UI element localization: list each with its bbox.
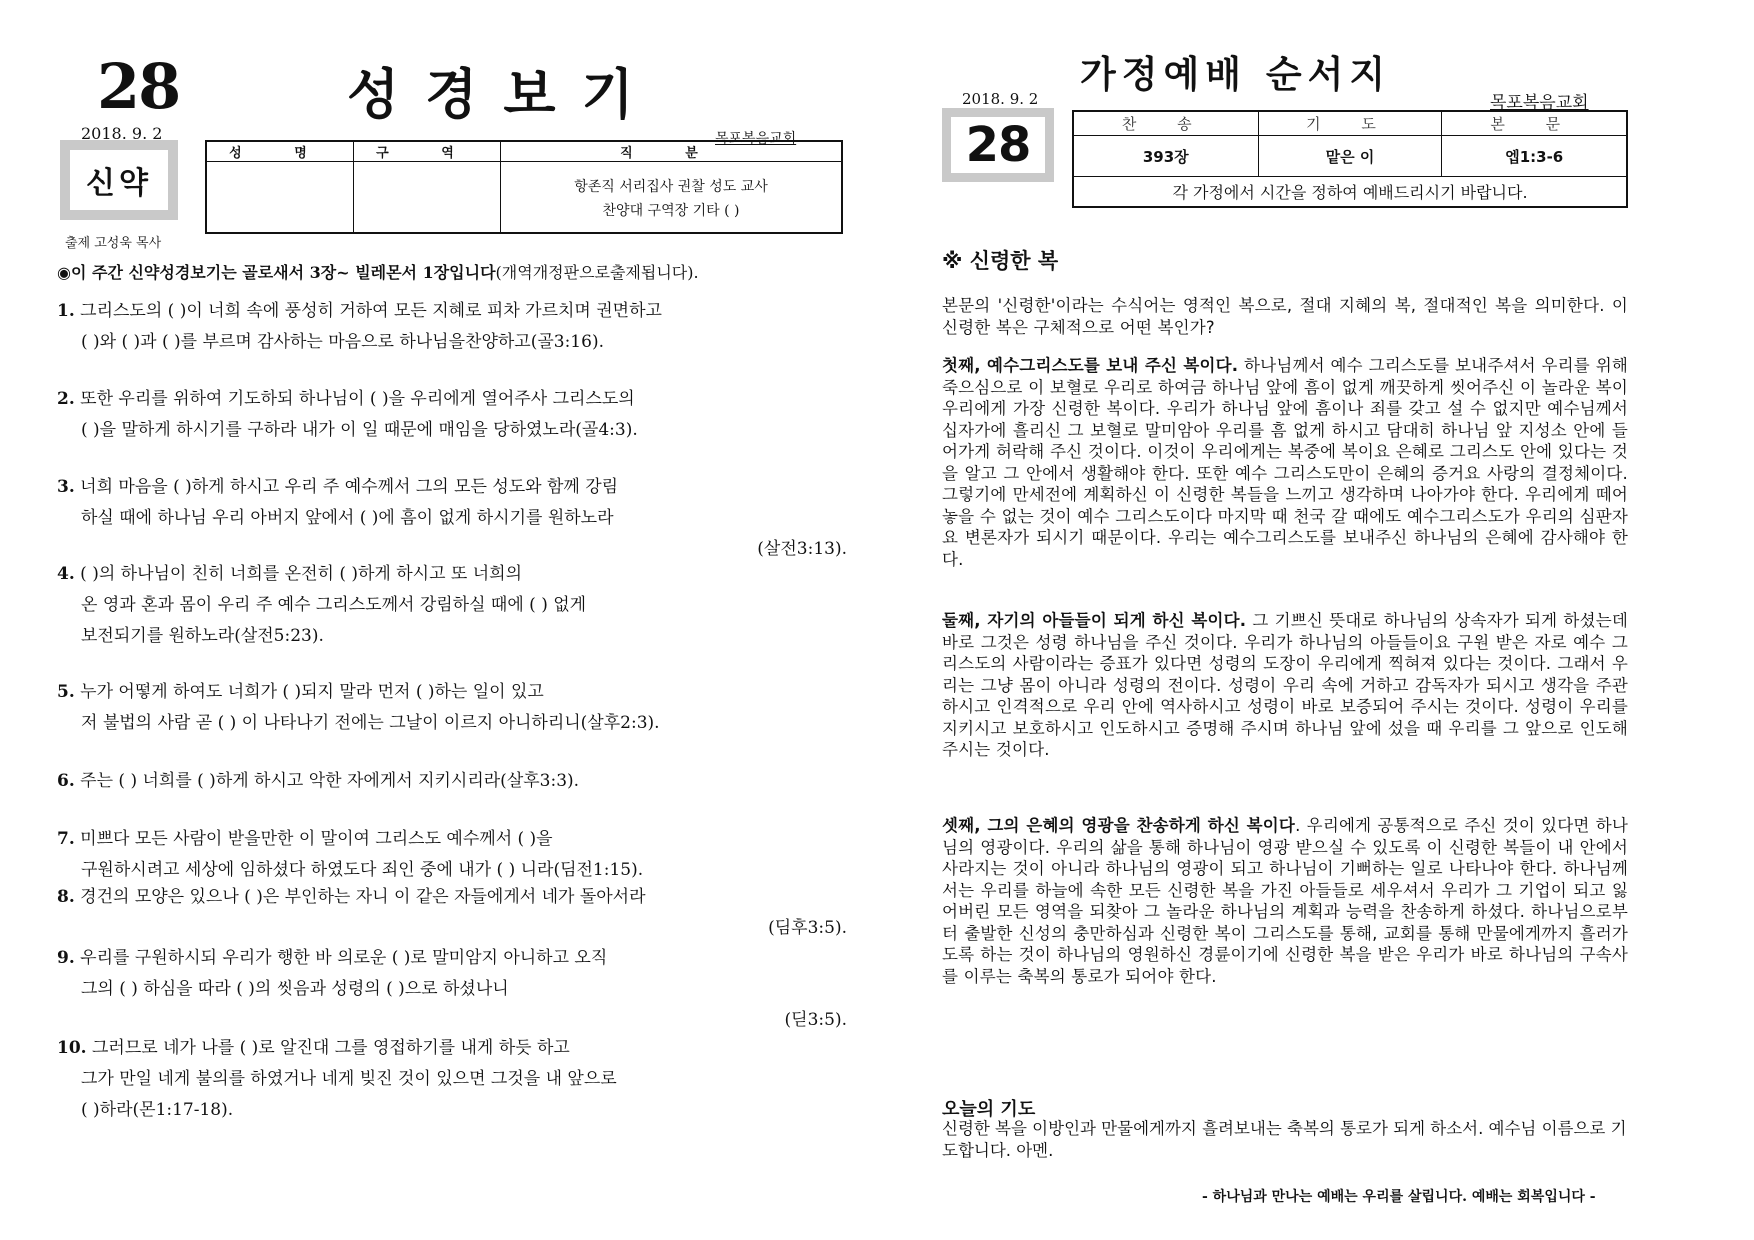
quiz-intro-note: (개역개정판으로출제됩니다). <box>495 263 699 282</box>
question <box>57 677 847 739</box>
question-number: 4. <box>57 564 75 584</box>
section-text: 그 기쁘신 뜻대로 하나님의 상속자가 되게 하셨는데 바로 그것은 성령 하나님을 주신 것이다. 우리가 하나님의 아들들이요 구원 받은 자로 예수 그리스도의 사람이라는 증표가 있다면 성령의 도장이 우리에게 찍혀져 있다는 것이다. 그래서 우리는 그냥 몸이 아니라 성령의 전이다. 성령이 우리 속에 거하고 감독자가 되시고 생각을 주관하시고 인격적으로 우리 안에 역사하시고 성령이 바로 보증되어 주시는 것이다. 성령이 우리를 지키시고 보호하시고 인도하시고 증명해 주시며 하나님 앞에 섰을 때 우리를 그 앞으로 인도해 주시는 것이다. <box>942 611 1628 759</box>
section-heading: 셋째, 그의 은혜의 영광을 찬송하게 하신 복이다 <box>942 816 1296 835</box>
question-number: 3. <box>57 477 75 497</box>
question-text: ( )와 ( )과 ( )를 부르며 감사하는 마음으로 하나님을찬양하고(골3:16). <box>81 332 604 352</box>
question <box>57 1033 847 1126</box>
question-text: 보전되기를 원하노라(살전5:23). <box>81 626 324 646</box>
worship-issue-number: 28 <box>942 108 1054 182</box>
question-reference: (살전3:13). <box>757 539 847 559</box>
question-text: ( )하라(몬1:17-18). <box>81 1100 234 1120</box>
name-header: 성 명 <box>206 141 354 162</box>
question <box>57 384 847 446</box>
question-text: 누가 어떻게 하여도 너희가 ( )되지 말라 먼저 ( )하는 일이 있고 <box>80 682 544 702</box>
quiz-intro-bold: ◉이 주간 신약성경보기는 골로새서 3장~ 빌레몬서 1장입니다 <box>57 263 496 282</box>
section-text: . 우리에게 공통적으로 주신 것이 있다면 하나님의 영광이다. 우리의 삶을 통해 하나님이 영광 받으실 수 있도록 이 신령한 복들이 내 안에서 사라지는 것이 아니라 하나님의 영광이 되고 하나님이 기뻐하는 일로 나타나야 한다. 하나님께서는 우리를 하늘에 속한 모든 신령한 복을 가진 아들들로 세우셔서 우리가 그 기업이 되고 잃어버린 모든 영역을 되찾아 그 놀라운 하나님의 계획과 능력을 찬송하게 하셨다. 하나님으로부터 출발한 신성의 충만하심과 신령한 복이 그리스도를 통해, 교회를 통해 만물에게까지 흘러가도록 하는 것이 하나님의 영원하신 경륜이기에 신령한 복을 받은 우리가 바로 하나님의 구속사를 이루는 축복의 통로가 되어야 한다. <box>942 816 1628 986</box>
prayer-text: 신령한 복을 이방인과 만물에게까지 흘려보내는 축복의 통로가 되게 하소서. 예수님 이름으로 기도합니다. 아멘. <box>942 1119 1627 1160</box>
question-number: 2. <box>57 389 75 409</box>
position-header: 직 분 <box>501 141 843 162</box>
prayer-header: 기 도 <box>1258 111 1442 136</box>
worship-date: 2018. 9. 2 <box>962 90 1039 108</box>
quiz-intro <box>57 260 847 283</box>
question-number: 7. <box>57 829 75 849</box>
member-info-table <box>205 140 843 234</box>
page-title: 성경보기 <box>347 62 660 126</box>
section-heading: 둘째, 자기의 아들들이 되게 하신 복이다. <box>942 611 1247 630</box>
position-options-line1: 항존직 서리집사 권찰 성도 교사 <box>574 179 768 195</box>
question-text: 주는 ( ) 너희를 ( )하게 하시고 악한 자에게서 지키시리라(살후3:3). <box>80 771 580 791</box>
question <box>57 943 847 1036</box>
name-field[interactable] <box>206 162 354 234</box>
author: 출제 고성욱 목사 <box>65 236 162 251</box>
hymn-header: 찬 송 <box>1073 111 1258 136</box>
hymn-value: 393장 <box>1073 136 1258 177</box>
district-header: 구 역 <box>354 141 501 162</box>
footer-slogan: - 하나님과 만나는 예배는 우리를 살립니다. 예배는 회복입니다 - <box>1202 1189 1596 1205</box>
issue-number: 28 <box>97 50 180 123</box>
question-text: 그리스도의 ( )이 너희 속에 풍성히 거하여 모든 지혜로 피차 가르치며 권면하고 <box>80 301 662 321</box>
question-text: 그가 만일 네게 불의를 하였거나 네게 빚진 것이 있으면 그것을 내 앞으로 <box>81 1069 617 1089</box>
church-name: 목포복음교회 <box>715 131 797 147</box>
worship-title: 가정예배 순서지 <box>1080 53 1392 96</box>
bible-quiz-page <box>55 40 845 1220</box>
question-text: 경건의 모양은 있으나 ( )은 부인하는 자니 이 같은 자들에게서 네가 돌아서라 <box>80 887 646 907</box>
section-text: 하나님께서 예수 그리스도를 보내주셔서 우리를 위해 죽으심으로 이 보혈로 우리로 하여금 하나님 앞에 흠이 없게 깨끗하게 씻어주신 이 놀라운 복이 우리에게 가장 신령한 복이다. 우리가 하나님 앞에 흠이나 죄를 갖고 설 수 없지만 예수님께서 십자가에 흘리신 그 보혈로 말미암아 우리를 흠 없게 하시고 담대히 하나님 앞 지성소 안에 들어가게 허락해 주신 것이다. 이것이 우리에게는 복중에 복이요 은혜로 그리스도 안에 있다는 것을 알고 그 안에서 생활해야 한다. 또한 예수 그리스도만이 은혜의 증거요 사랑의 결정체이다. 그렇기에 만세전에 계획하신 이 신령한 복들을 느끼고 생각하며 나아가야 한다. 우리에게 떼어놓을 수 없는 것이 예수 그리스도이다 마지막 때 천국 갈 때에도 예수그리스도가 우리의 심판자요 변론자가 되시기 때문이다. 우리는 예수그리스도를 보내주신 하나님의 은혜에 감사해야 한다. <box>942 356 1628 569</box>
question-text: 또한 우리를 위하여 기도하되 하나님이 ( )을 우리에게 열어주사 그리스도의 <box>80 389 635 409</box>
sermon-section <box>942 610 1628 761</box>
question-text: ( )의 하나님이 친히 너희를 온전히 ( )하게 하시고 또 너희의 <box>80 564 523 584</box>
question-number: 10. <box>57 1038 87 1058</box>
question-text: 구원하시려고 세상에 임하셨다 하였도다 죄인 중에 내가 ( ) 니라(딤전1:15). <box>81 860 644 880</box>
prayer-leader-value: 맡은 이 <box>1258 136 1442 177</box>
question-number: 6. <box>57 771 75 791</box>
sermon-intro: 본문의 '신령한'이라는 수식어는 영적인 복으로, 절대 지혜의 복, 절대적인 복을 의미한다. 이 신령한 복은 구체적으로 어떤 복인가? <box>942 296 1628 337</box>
question-reference: (딤후3:5). <box>768 918 847 938</box>
prayer-heading: 오늘의 기도 <box>942 1099 1036 1120</box>
worship-church-name: 목포복음교회 <box>1490 93 1589 113</box>
question-number: 8. <box>57 887 75 907</box>
worship-note: 각 가정에서 시간을 정하여 예배드리시기 바랍니다. <box>1073 177 1627 207</box>
testament-badge: 신약 <box>60 140 178 220</box>
question-text: 우리를 구원하시되 우리가 행한 바 의로운 ( )로 말미암지 아니하고 오직 <box>80 948 608 968</box>
question-text: 너희 마음을 ( )하게 하시고 우리 주 예수께서 그의 모든 성도와 함께 강림 <box>80 477 619 497</box>
sermon-section <box>942 815 1628 987</box>
question <box>57 296 847 358</box>
section-heading: 첫째, 예수그리스도를 보내 주신 복이다. <box>942 356 1239 375</box>
question <box>57 824 847 886</box>
question-text: 온 영과 혼과 몸이 우리 주 예수 그리스도께서 강림하실 때에 ( ) 없게 <box>81 595 587 615</box>
question-text: 미쁘다 모든 사람이 받을만한 이 말이여 그리스도 예수께서 ( )을 <box>80 829 553 849</box>
question-text: 그의 ( ) 하심을 따라 ( )의 씻음과 성령의 ( )으로 하셨나니 <box>81 979 509 999</box>
worship-order-table <box>1072 110 1628 208</box>
date: 2018. 9. 2 <box>81 124 163 143</box>
district-field[interactable] <box>354 162 501 234</box>
scripture-value: 엡1:3-6 <box>1442 136 1627 177</box>
question-text: 저 불법의 사람 곧 ( ) 이 나타나기 전에는 그날이 이르지 아니하리니(살후2:3). <box>81 713 660 733</box>
question-number: 5. <box>57 682 75 702</box>
question <box>57 882 847 944</box>
sermon-heading: ※ 신령한 복 <box>942 249 1059 273</box>
question-text: 하실 때에 하나님 우리 아버지 앞에서 ( )에 흠이 없게 하시기를 원하노라 <box>81 508 614 528</box>
question-text: 그러므로 네가 나를 ( )로 알진대 그를 영접하기를 내게 하듯 하고 <box>91 1038 570 1058</box>
question <box>57 472 847 565</box>
question-number: 1. <box>57 301 75 321</box>
worship-order-page <box>942 40 1712 1220</box>
position-options[interactable] <box>501 162 843 234</box>
position-options-line2: 찬양대 구역장 기타 ( ) <box>602 203 740 219</box>
sermon-section <box>942 355 1628 570</box>
question <box>57 559 847 652</box>
question-text: ( )을 말하게 하시기를 구하라 내가 이 일 때문에 매임을 당하였노라(골4:3). <box>81 420 638 440</box>
question-reference: (딛3:5). <box>784 1010 847 1030</box>
question-number: 9. <box>57 948 75 968</box>
scripture-header: 본 문 <box>1442 111 1627 136</box>
question <box>57 766 847 797</box>
